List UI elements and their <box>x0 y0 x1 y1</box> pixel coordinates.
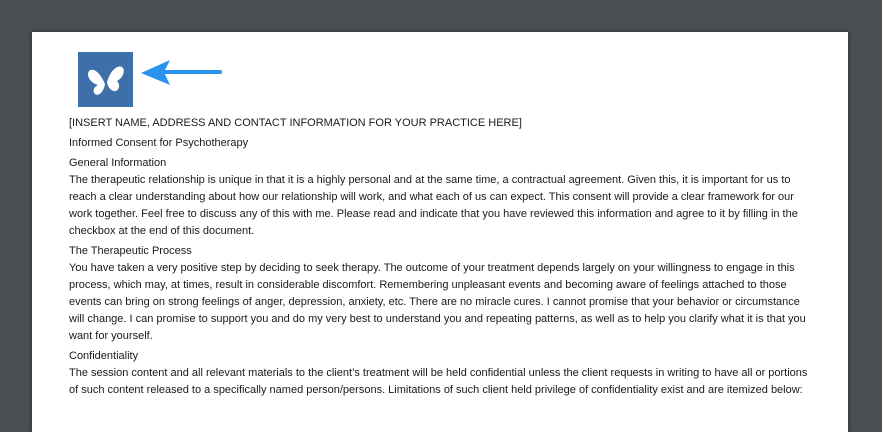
arrow-left-icon <box>140 58 222 88</box>
section-body-process: You have taken a very positive step by deciding to seek therapy. The outcome of your treatment depends largely on your willingness to engage in this process, which may, at times, result in considerable discomfort. Remembering unpleasant events and becoming aware of feelings attached to those events can bring on strong feelings of anger, depression, anxiety, etc. There are no miracle cures. I cannot promise that your behavior or circumstance will change. I can promise to support you and do my very best to understand you and repeating patterns, as well as to help you clarify what it is that you want for yourself. <box>69 262 806 342</box>
practice-placeholder: [INSERT NAME, ADDRESS AND CONTACT INFORMATION FOR YOUR PRACTICE HERE] <box>69 117 522 129</box>
document-page <box>32 32 848 432</box>
section-body-confidentiality: The session content and all relevant materials to the client’s treatment will be held confidential unless the client requests in writing to have all or portions of such content released to a specifically named person/persons. Limitations of such client held privilege of confidentiality exist and are itemized below: <box>69 367 808 396</box>
section-heading-confidentiality: Confidentiality <box>69 350 139 362</box>
section-heading-general: General Information <box>69 157 167 169</box>
butterfly-logo-icon <box>78 52 133 107</box>
document-body <box>69 115 814 399</box>
section-body-general: The therapeutic relationship is unique in that it is a highly personal and at the same time, a contractual agreement. Given this, it is important for us to reach a clear understanding about how our relationship will work, and what each of us can expect. This consent will provide a clear framework for our work together. Feel free to discuss any of this with me. Please read and indicate that you have reviewed this information and agree to it by filling in the checkbox at the end of this document. <box>69 174 798 237</box>
document-title: Informed Consent for Psychotherapy <box>69 137 249 149</box>
section-heading-process: The Therapeutic Process <box>69 245 192 257</box>
